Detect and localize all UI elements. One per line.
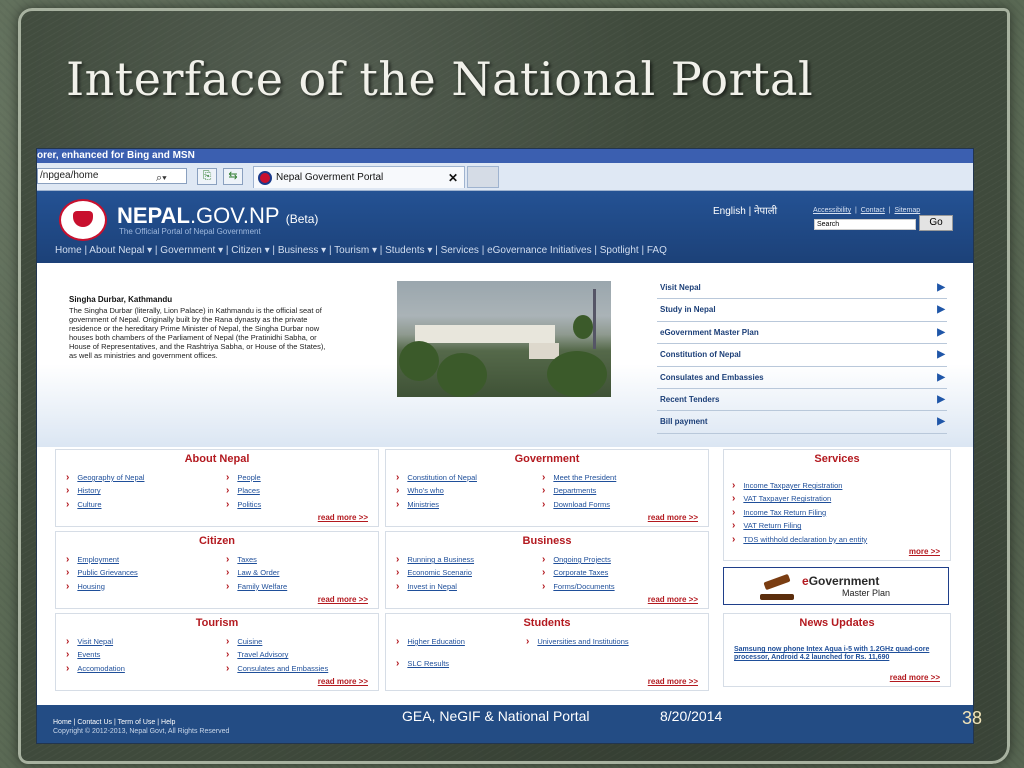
nav-item[interactable]: Business ▾ <box>277 245 327 256</box>
panel-link[interactable]: › Constitution of Nepal <box>396 472 477 485</box>
nav-item[interactable]: Spotlight <box>599 245 639 256</box>
panel-title: Citizen <box>198 535 236 547</box>
panel-government <box>385 449 709 527</box>
slide-footer-text: GEA, NeGIF & National Portal <box>402 708 590 724</box>
panel-link[interactable]: › Law & Order <box>226 567 287 580</box>
logo-main: NEPAL <box>117 203 190 228</box>
panel-about-nepal <box>55 449 379 527</box>
quick-link[interactable] <box>657 322 947 344</box>
panel-link[interactable]: › Download Forms <box>542 499 616 512</box>
more-link[interactable]: more >> <box>908 547 940 556</box>
egov-banner-subtitle: Master Plan <box>842 588 891 598</box>
browser-window-title: orer, enhanced for Bing and MSN <box>37 149 973 163</box>
tab-title: Nepal Goverment Portal <box>276 172 384 183</box>
panel-link[interactable]: › Events <box>66 649 125 662</box>
panel-link[interactable]: › Corporate Taxes <box>542 567 615 580</box>
panel-link[interactable]: › Higher Education <box>396 636 465 649</box>
panel-link[interactable]: › VAT Return Filing <box>732 520 867 533</box>
quick-link[interactable] <box>657 277 947 299</box>
tourism-col1 <box>66 636 125 676</box>
students-col1 <box>396 636 465 672</box>
logo-beta: (Beta) <box>285 212 319 226</box>
panel-link[interactable]: › Geography of Nepal <box>66 472 144 485</box>
panel-title: Business <box>522 535 572 547</box>
panel-link[interactable]: › Income Tax Return Filing <box>732 507 867 520</box>
footer-copyright: Copyright © 2012-2013, Nepal Govt, All Rights Reserved <box>53 728 230 735</box>
panel-title: Government <box>514 453 580 465</box>
nepal-favicon-icon <box>258 171 272 185</box>
government-col2 <box>542 472 616 512</box>
site-header <box>37 191 973 263</box>
singha-durbar-photo <box>397 281 611 397</box>
portal-screenshot <box>36 148 974 744</box>
read-more-link[interactable]: read more >> <box>317 513 368 522</box>
business-col1 <box>396 554 474 594</box>
logo-domain: .GOV.NP <box>189 203 280 228</box>
panel-link[interactable]: › TDS withhold declaration by an entity <box>732 534 867 547</box>
panel-link[interactable]: › SLC Results <box>396 658 465 671</box>
slide-title: Interface of the National Portal <box>66 52 814 106</box>
nav-separator: | <box>478 245 488 256</box>
quick-link-label: Study in Nepal <box>660 305 716 315</box>
nav-separator: | <box>269 245 278 256</box>
search-icon[interactable]: ⌕▾ <box>156 172 167 184</box>
read-more-link[interactable]: read more >> <box>317 595 368 604</box>
panel-link[interactable]: › People <box>226 472 261 485</box>
nav-separator: | <box>223 245 232 256</box>
gavel-icon <box>758 572 800 602</box>
panel-news-updates <box>723 613 951 687</box>
panel-title: Students <box>523 617 571 629</box>
panel-link[interactable]: › Travel Advisory <box>226 649 328 662</box>
government-col1 <box>396 472 477 512</box>
quick-link-label: Consulates and Embassies <box>660 372 764 382</box>
browser-toolbar <box>37 163 973 191</box>
nav-separator: | <box>326 245 335 256</box>
services-list <box>732 480 867 547</box>
panel-business <box>385 531 709 609</box>
hero-title: Singha Durbar, Kathmandu <box>69 295 173 304</box>
citizen-col2 <box>226 554 287 594</box>
panel-services <box>723 449 951 561</box>
panel-link[interactable]: › Who's who <box>396 485 477 498</box>
panel-title: News Updates <box>799 617 875 629</box>
panel-link[interactable]: › Forms/Documents <box>542 581 615 594</box>
nav-separator: | <box>432 245 441 256</box>
arrow-right-icon[interactable]: ▶ <box>937 282 945 293</box>
browser-tab[interactable] <box>253 166 465 188</box>
quick-link-label: eGovernment Master Plan <box>660 327 759 337</box>
citizen-col1 <box>66 554 138 594</box>
panel-students <box>385 613 709 691</box>
about-col1 <box>66 472 144 512</box>
panel-tourism <box>55 613 379 691</box>
read-more-link[interactable]: read more >> <box>317 677 368 686</box>
nav-separator: | <box>591 245 600 256</box>
panel-link[interactable]: › Public Grievances <box>66 567 138 580</box>
nav-item[interactable]: About Nepal ▾ <box>89 245 153 256</box>
panel-link[interactable]: › Economic Scenario <box>396 567 474 580</box>
about-col2 <box>226 472 261 512</box>
nav-item[interactable]: Government ▾ <box>160 245 224 256</box>
panel-link[interactable]: › Accomodation <box>66 663 125 676</box>
footer-links[interactable]: Home | Contact Us | Term of Use | Help <box>53 719 176 726</box>
quick-links <box>657 277 947 434</box>
read-more-link[interactable]: read more >> <box>647 595 698 604</box>
news-item[interactable]: Samsung now phone Intex Aqua i-5 with 1.2GHz quad-core processor, Android 4.2 launched for Rs. 11,690 <box>734 646 930 661</box>
nav-item[interactable]: Tourism ▾ <box>334 245 377 256</box>
panel-citizen <box>55 531 379 609</box>
slide-number: 38 <box>962 708 983 728</box>
nav-item[interactable]: Services <box>440 245 479 256</box>
search-go-button[interactable]: Go <box>919 215 953 231</box>
slide-date: 8/20/2014 <box>660 708 723 724</box>
nav-separator: | <box>376 245 386 256</box>
accessibility-link[interactable]: Accessibility <box>813 207 852 214</box>
nav-item[interactable]: Home <box>55 245 82 256</box>
panel-title: About Nepal <box>184 453 250 465</box>
arrow-right-icon[interactable]: ▶ <box>937 349 945 361</box>
quick-link[interactable] <box>657 389 947 411</box>
panel-link[interactable]: › Housing <box>66 581 138 594</box>
quick-link-label: Bill payment <box>660 417 708 427</box>
panel-link[interactable]: › Places <box>226 485 261 498</box>
compatibility-icon[interactable]: ⎘ <box>197 168 217 185</box>
new-tab-button[interactable] <box>467 166 499 188</box>
site-logo[interactable] <box>117 203 318 229</box>
nav-item[interactable]: FAQ <box>646 245 667 256</box>
panel-link[interactable]: › Meet the President <box>542 472 616 485</box>
panel-link[interactable]: › VAT Taxpayer Registration <box>732 493 867 506</box>
quick-link-label: Visit Nepal <box>660 283 701 292</box>
panel-link[interactable]: › Invest in Nepal <box>396 581 474 594</box>
panel-link[interactable]: › Departments <box>542 485 616 498</box>
arrow-right-icon[interactable]: ▶ <box>937 416 945 428</box>
panel-title: Tourism <box>195 617 239 629</box>
arrow-right-icon[interactable]: ▶ <box>937 326 945 338</box>
hero-description: The Singha Durbar (literally, Lion Palace) in Kathmandu is the official seat of government of Nepal. Originally built by the Rana dynasty as the private residence or the hereditary Prime Minister of Nepal, the Singha Durbar now houses both chambers of the Parliament of Nepal (the Pratinidhi Sabha, or House of Representatives, and the Rashtriya Sabha, or House of the States), as well as ministries and government offices. <box>69 306 326 360</box>
quick-link[interactable] <box>657 411 947 433</box>
nav-item[interactable]: Students ▾ <box>385 245 433 256</box>
tourism-col2 <box>226 636 328 676</box>
arrow-right-icon[interactable]: ▶ <box>937 393 945 405</box>
address-bar[interactable] <box>37 168 187 184</box>
read-more-link[interactable]: read more >> <box>647 513 698 522</box>
students-col2 <box>526 636 629 649</box>
contact-link[interactable]: Contact <box>860 207 885 214</box>
nav-separator: | <box>152 245 161 256</box>
panel-link[interactable]: › Employment <box>66 554 138 567</box>
panel-link[interactable]: › Family Welfare <box>226 581 287 594</box>
panel-link[interactable]: › Ministries <box>396 499 477 512</box>
panel-title: Services <box>814 453 860 465</box>
business-col2 <box>542 554 615 594</box>
panel-link[interactable]: › Ongoing Projects <box>542 554 615 567</box>
panel-link[interactable]: › Income Taxpayer Registration <box>732 480 867 493</box>
nepal-emblem-icon <box>59 199 107 241</box>
sitemap-link[interactable]: Sitemap <box>894 207 921 214</box>
quick-link[interactable] <box>657 367 947 389</box>
panel-link[interactable]: › Universities and Institutions <box>526 636 629 649</box>
panel-link[interactable]: › Visit Nepal <box>66 636 125 649</box>
egovernment-master-plan-banner[interactable] <box>723 567 949 605</box>
panel-link[interactable]: › Taxes <box>226 554 287 567</box>
panel-link[interactable]: › Cuisine <box>226 636 328 649</box>
panel-link[interactable]: › Running a Business <box>396 554 474 567</box>
nav-separator: | <box>81 245 90 256</box>
read-more-link[interactable]: read more >> <box>889 673 940 682</box>
panel-link[interactable]: › Culture <box>66 499 144 512</box>
refresh-icon[interactable]: ⇆ <box>223 168 243 185</box>
panel-link[interactable]: › Consulates and Embassies <box>226 663 328 676</box>
egov-banner-title: eGovernment <box>802 574 880 588</box>
quick-link[interactable] <box>657 344 947 366</box>
close-tab-icon[interactable]: ✕ <box>447 171 458 185</box>
main-nav <box>55 245 667 256</box>
utility-links: Accessibility | Contact | Sitemap <box>813 207 921 214</box>
nav-separator: | <box>638 245 647 256</box>
nav-item[interactable]: Citizen ▾ <box>231 245 270 256</box>
logo-subtitle: The Official Portal of Nepal Government <box>119 227 261 236</box>
arrow-right-icon[interactable]: ▶ <box>937 304 945 316</box>
read-more-link[interactable]: read more >> <box>647 677 698 686</box>
nav-item[interactable]: eGovernance Initiatives <box>487 245 592 256</box>
quick-link-label: Recent Tenders <box>660 394 720 404</box>
language-switch[interactable]: English | नेपाली <box>713 206 778 217</box>
quick-link-label: Constitution of Nepal <box>660 350 741 360</box>
panel-link[interactable]: › Politics <box>226 499 261 512</box>
address-text: /npgea/home <box>40 170 99 181</box>
hero-section <box>37 263 973 447</box>
panel-link[interactable]: › History <box>66 485 144 498</box>
arrow-right-icon[interactable]: ▶ <box>937 371 945 383</box>
search-input[interactable]: Search <box>814 219 916 230</box>
quick-link[interactable] <box>657 299 947 321</box>
